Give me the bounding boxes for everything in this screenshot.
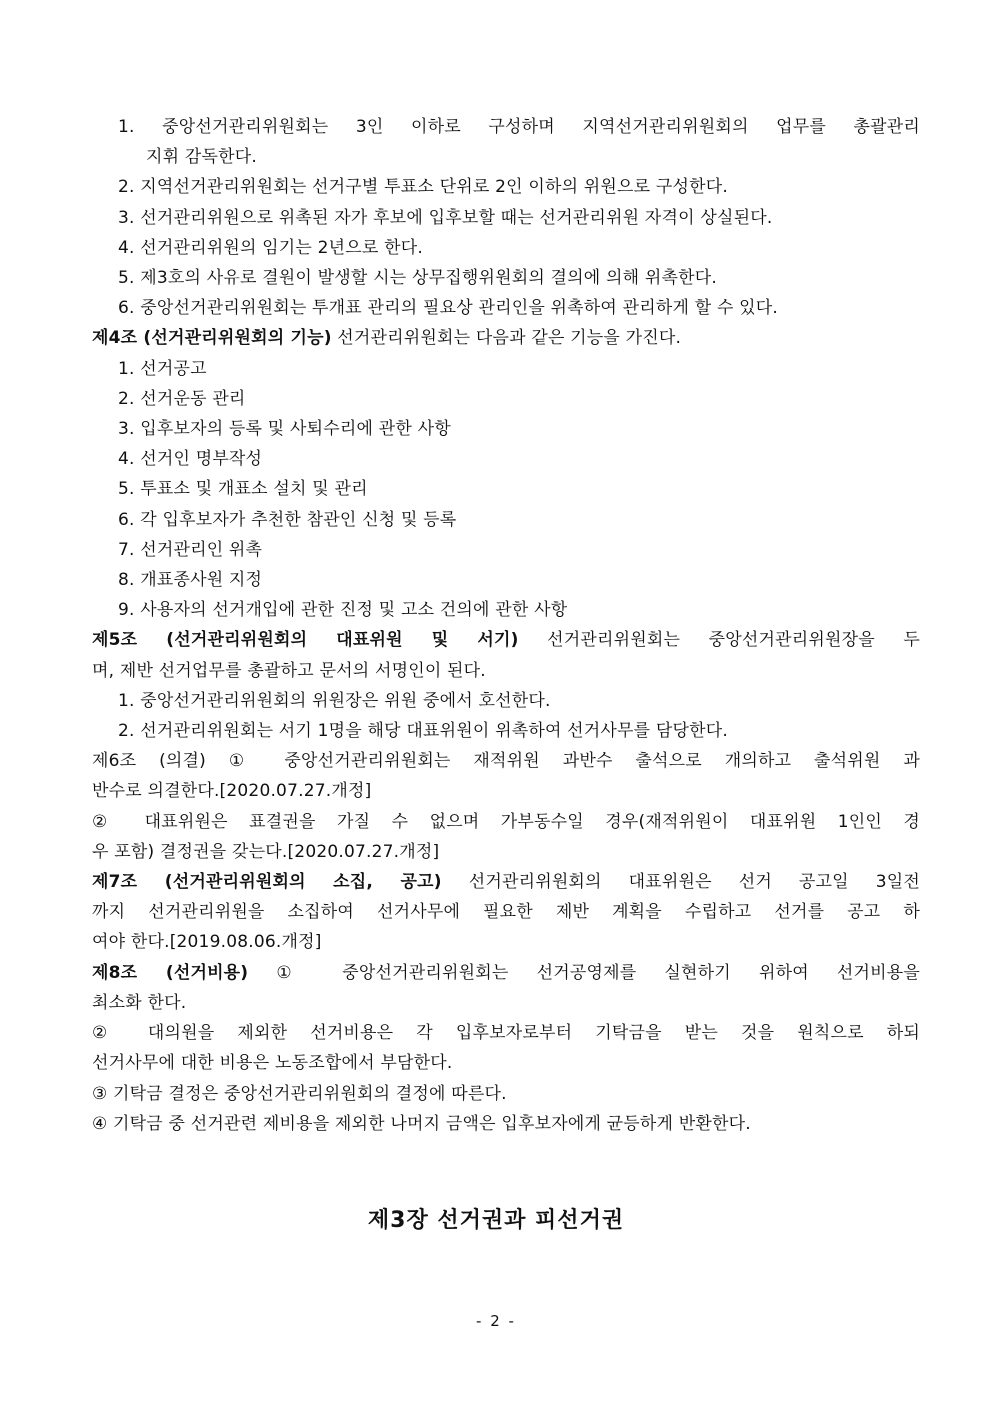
document-body bbox=[92, 112, 920, 1139]
article8-para3: ③ 기탁금 결정은 중앙선거관리위원회의 결정에 따른다. bbox=[92, 1083, 507, 1104]
article4-item: 7. 선거관리인 위촉 bbox=[118, 539, 263, 560]
article3-item-6: 6. 중앙선거관리위원회는 투개표 관리의 필요상 관리인을 위촉하여 관리하게 할 수 있다. bbox=[118, 298, 779, 319]
article4-item: 3. 입후보자의 등록 및 사퇴수리에 관한 사항 bbox=[118, 419, 451, 440]
article4-item: 1. 선거공고 bbox=[118, 358, 207, 379]
article4-item: 8. 개표종사원 지정 bbox=[118, 570, 263, 591]
article6-line2: 반수로 의결한다.[2020.07.27.개정] bbox=[92, 781, 372, 802]
article3-item-5: 5. 제3호의 사유로 결원이 발생할 시는 상무집행위원회의 결의에 의해 위촉한다. bbox=[118, 268, 717, 289]
article3-item-1-line1: 1. 중앙선거관리위원회는 3인 이하로 구성하며 지역선거관리위원회의 업무를 총괄관리 bbox=[118, 117, 920, 137]
article5-heading bbox=[92, 625, 920, 655]
article7-text2: 까지 선거관리위원을 소집하여 선거사무에 필요한 제반 계획을 수립하고 선거를 공고 하 bbox=[92, 902, 920, 923]
article8-text1: ① 중앙선거관리위원회는 선거공영제를 실현하기 위하여 선거비용을 bbox=[248, 962, 920, 983]
chapter-title: 제3장 선거권과 피선거권 bbox=[367, 1208, 625, 1233]
article6-line4: 우 포함) 결정권을 갖는다.[2020.07.27.개정] bbox=[92, 841, 440, 862]
article8-para2-line1: ② 대의원을 제외한 선거비용은 각 입후보자로부터 기탁금을 받는 것을 원칙으로 하되 bbox=[92, 1023, 920, 1044]
article7-text1: 선거관리위원회의 대표위원은 선거 공고일 3일전 bbox=[441, 872, 920, 893]
article6-line1: 제6조 (의결) ① 중앙선거관리위원회는 재적위원 과반수 출석으로 개의하고 출석위원 과 bbox=[92, 751, 920, 772]
article4-title: 제4조 (선거관리위원회의 기능) bbox=[92, 328, 332, 349]
article4-item: 5. 투표소 및 개표소 설치 및 관리 bbox=[118, 479, 368, 500]
article4-heading bbox=[92, 323, 920, 353]
article7-title: 제7조 (선거관리위원회의 소집, 공고) bbox=[92, 872, 442, 893]
article8-text2: 최소화 한다. bbox=[92, 992, 187, 1013]
page-number: - 2 - bbox=[476, 1312, 516, 1330]
article3-item-4: 4. 선거관리위원의 임기는 2년으로 한다. bbox=[118, 237, 423, 258]
article5-title: 제5조 (선거관리위원회의 대표위원 및 서기) bbox=[92, 630, 519, 651]
article5-item: 1. 중앙선거관리위원회의 위원장은 위원 중에서 호선한다. bbox=[118, 690, 551, 711]
article7-text3: 여야 한다.[2019.08.06.개정] bbox=[92, 932, 322, 953]
article7-heading bbox=[92, 867, 920, 897]
article8-heading bbox=[92, 958, 920, 988]
article5-item: 2. 선거관리위원회는 서기 1명을 해당 대표위원이 위촉하여 선거사무를 담당한다. bbox=[118, 721, 728, 742]
article3-item-2: 2. 지역선거관리위원회는 선거구별 투표소 단위로 2인 이하의 위원으로 구성한다. bbox=[118, 177, 728, 198]
article3-item-1-line2: 지휘 감독한다. bbox=[146, 147, 257, 168]
article4-text: 선거관리위원회는 다음과 같은 기능을 가진다. bbox=[331, 328, 682, 349]
article5-text2: 며, 제반 선거업무를 총괄하고 문서의 서명인이 된다. bbox=[92, 660, 486, 681]
article4-item: 9. 사용자의 선거개입에 관한 진정 및 고소 건의에 관한 사항 bbox=[118, 600, 568, 621]
article8-para2-line2: 선거사무에 대한 비용은 노동조합에서 부담한다. bbox=[92, 1053, 453, 1074]
article4-item: 2. 선거운동 관리 bbox=[118, 388, 246, 409]
article4-item: 6. 각 입후보자가 추천한 참관인 신청 및 등록 bbox=[118, 509, 457, 530]
article3-item-3: 3. 선거관리위원으로 위촉된 자가 후보에 입후보할 때는 선거관리위원 자격이 상실된다. bbox=[118, 207, 773, 228]
article6-line3: ② 대표위원은 표결권을 가질 수 없으며 가부동수일 경우(재적위원이 대표위원 1인인 경 bbox=[92, 811, 920, 832]
article8-para4: ④ 기탁금 중 선거관련 제비용을 제외한 나머지 금액은 입후보자에게 균등하게 반환한다. bbox=[92, 1113, 751, 1134]
article8-title: 제8조 (선거비용) bbox=[92, 962, 249, 983]
article4-item: 4. 선거인 명부작성 bbox=[118, 449, 263, 470]
article5-text1: 선거관리위원회는 중앙선거관리위원장을 두 bbox=[518, 630, 920, 651]
